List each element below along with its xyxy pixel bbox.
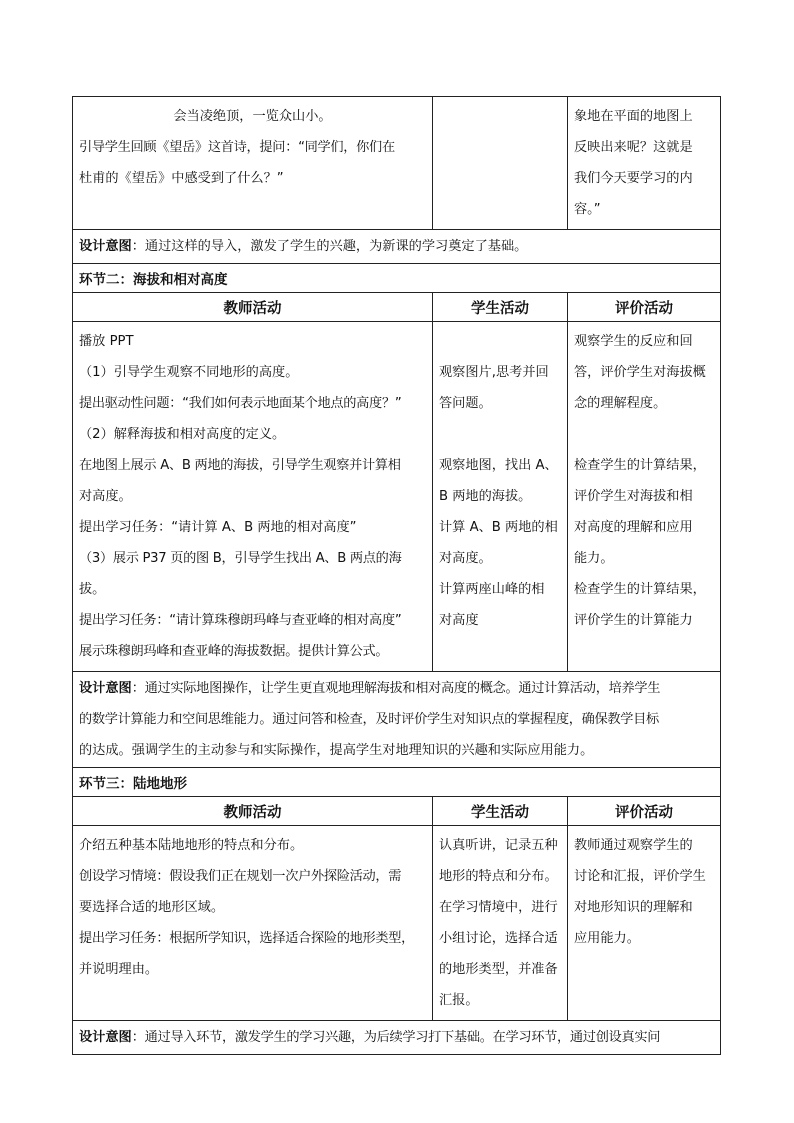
teacher-line: 播放 PPT xyxy=(79,334,134,349)
activity-row xyxy=(73,826,721,1021)
design-intent-cell xyxy=(73,230,721,264)
eval-line: 念的理解程度。 xyxy=(574,396,667,411)
student-line: 观察图片,思考并回 xyxy=(439,365,549,380)
teacher-activity-cell xyxy=(73,826,433,1021)
design-intent-row xyxy=(73,672,721,768)
eval-line: 对地形知识的理解和 xyxy=(574,900,693,915)
student-line: 对高度 xyxy=(439,613,479,628)
section-title-row xyxy=(73,768,721,797)
eval-line: 应用能力。 xyxy=(574,931,640,946)
header-student: 学生活动 xyxy=(433,293,568,322)
design-intent-text: 的数学计算能力和空间思维能力。通过问答和检查，及时评价学生对知识点的掌握程度，确保教学目标 xyxy=(79,712,659,727)
student-line: 观察地图，找出 A、 xyxy=(439,458,558,473)
student-line: B 两地的海拔。 xyxy=(439,489,532,504)
eval-line: 对高度的理解和应用 xyxy=(574,520,693,535)
section-title: 环节二：海拔和相对高度 xyxy=(73,264,721,293)
eval-line: 观察学生的反应和回 xyxy=(574,334,693,349)
eval-line: 评价学生对海拔和相 xyxy=(574,489,693,504)
student-line: 对高度。 xyxy=(439,551,492,566)
student-activity-cell xyxy=(433,97,568,230)
lesson-plan-table xyxy=(72,96,720,1055)
student-line: 的地形类型，并准备 xyxy=(439,962,558,977)
header-student: 学生活动 xyxy=(433,797,568,826)
design-intent-text: 的达成。强调学生的主动参与和实际操作，提高学生对地理知识的兴趣和实际应用能力。 xyxy=(79,743,594,758)
teacher-activity-cell xyxy=(73,322,433,672)
teacher-line: （2）解释海拔和相对高度的定义。 xyxy=(79,427,286,442)
header-teacher: 教师活动 xyxy=(73,293,433,322)
header-teacher: 教师活动 xyxy=(73,797,433,826)
eval-line: 反映出来呢？这就是 xyxy=(574,140,693,155)
eval-line: 容。” xyxy=(574,202,601,217)
student-line: 计算 A、B 两地的相 xyxy=(439,520,558,535)
teacher-line: 在地图上展示 A、B 两地的海拔，引导学生观察并计算相 xyxy=(79,458,401,473)
student-activity-cell xyxy=(433,826,568,1021)
student-line: 计算两座山峰的相 xyxy=(439,582,545,597)
column-header-row xyxy=(73,797,721,826)
column-header-row xyxy=(73,293,721,322)
teacher-line: 介绍五种基本陆地地形的特点和分布。 xyxy=(79,838,304,853)
teacher-line: 对高度。 xyxy=(79,489,132,504)
teacher-line: 要选择合适的地形区域。 xyxy=(79,900,225,915)
section-title-row xyxy=(73,264,721,293)
design-intent-label: 设计意图 xyxy=(79,1030,132,1045)
teacher-activity-cell xyxy=(73,97,433,230)
teacher-line: 提出学习任务：“请计算 A、B 两地的相对高度” xyxy=(79,520,357,535)
student-line: 答问题。 xyxy=(439,396,492,411)
teacher-line: （3）展示 P37 页的图 B，引导学生找出 A、B 两点的海 xyxy=(79,551,402,566)
teacher-line: （1）引导学生观察不同地形的高度。 xyxy=(79,365,299,380)
eval-line: 教师通过观察学生的 xyxy=(574,838,693,853)
section-title: 环节三：陆地地形 xyxy=(73,768,721,797)
eval-line: 象地在平面的地图上 xyxy=(574,109,693,124)
student-activity-cell xyxy=(433,322,568,672)
eval-line: 检查学生的计算结果， xyxy=(574,582,706,597)
design-intent-row xyxy=(73,1021,721,1055)
intro-activity-row xyxy=(73,97,721,230)
evaluation-activity-cell xyxy=(568,826,721,1021)
design-intent-row xyxy=(73,230,721,264)
eval-line: 能力。 xyxy=(574,551,614,566)
teacher-line: 杜甫的《望岳》中感受到了什么？” xyxy=(79,171,284,186)
teacher-line: 创设学习情境：假设我们正在规划一次户外探险活动，需 xyxy=(79,869,402,884)
eval-line: 评价学生的计算能力 xyxy=(574,613,693,628)
student-line: 小组讨论，选择合适 xyxy=(439,931,558,946)
teacher-line: 提出学习任务：“请计算珠穆朗玛峰与查亚峰的相对高度” xyxy=(79,613,402,628)
teacher-line: 提出驱动性问题：“我们如何表示地面某个地点的高度？” xyxy=(79,396,402,411)
activity-row xyxy=(73,322,721,672)
eval-line: 答，评价学生对海拔概 xyxy=(574,365,706,380)
teacher-line: 拔。 xyxy=(79,582,106,597)
student-line xyxy=(439,419,561,450)
design-intent-label: 设计意图 xyxy=(79,681,132,696)
design-intent-label: 设计意图 xyxy=(79,239,132,254)
design-intent-cell xyxy=(73,1021,721,1055)
design-intent-text: ：通过实际地图操作，让学生更直观地理解海拔和相对高度的概念。通过计算活动，培养学生 xyxy=(131,681,661,696)
eval-line xyxy=(574,419,714,450)
eval-line: 检查学生的计算结果， xyxy=(574,458,706,473)
eval-line: 我们今天要学习的内 xyxy=(574,171,693,186)
teacher-line: 引导学生回顾《望岳》这首诗，提问：“同学们，你们在 xyxy=(79,140,395,155)
teacher-line: 并说明理由。 xyxy=(79,962,159,977)
evaluation-activity-cell xyxy=(568,322,721,672)
eval-line: 讨论和汇报，评价学生 xyxy=(574,869,706,884)
teacher-line: 提出学习任务：根据所学知识，选择适合探险的地形类型， xyxy=(79,931,415,946)
student-line: 认真听讲，记录五种 xyxy=(439,838,558,853)
student-line: 汇报。 xyxy=(439,993,479,1008)
student-line: 在学习情境中，进行 xyxy=(439,900,558,915)
evaluation-activity-cell xyxy=(568,97,721,230)
header-evaluation: 评价活动 xyxy=(568,293,721,322)
poem-line: 会当凌绝顶，一览众山小。 xyxy=(173,109,332,124)
student-line: 地形的特点和分布。 xyxy=(439,869,558,884)
design-intent-text: ：通过导入环节，激发学生的学习兴趣，为后续学习打下基础。在学习环节，通过创设真实问 xyxy=(131,1030,661,1045)
teacher-line: 展示珠穆朗玛峰和查亚峰的海拔数据。提供计算公式。 xyxy=(79,644,389,659)
student-line xyxy=(439,326,561,357)
header-evaluation: 评价活动 xyxy=(568,797,721,826)
design-intent-text: ：通过这样的导入，激发了学生的兴趣，为新课的学习奠定了基础。 xyxy=(131,239,528,254)
design-intent-cell xyxy=(73,672,721,768)
